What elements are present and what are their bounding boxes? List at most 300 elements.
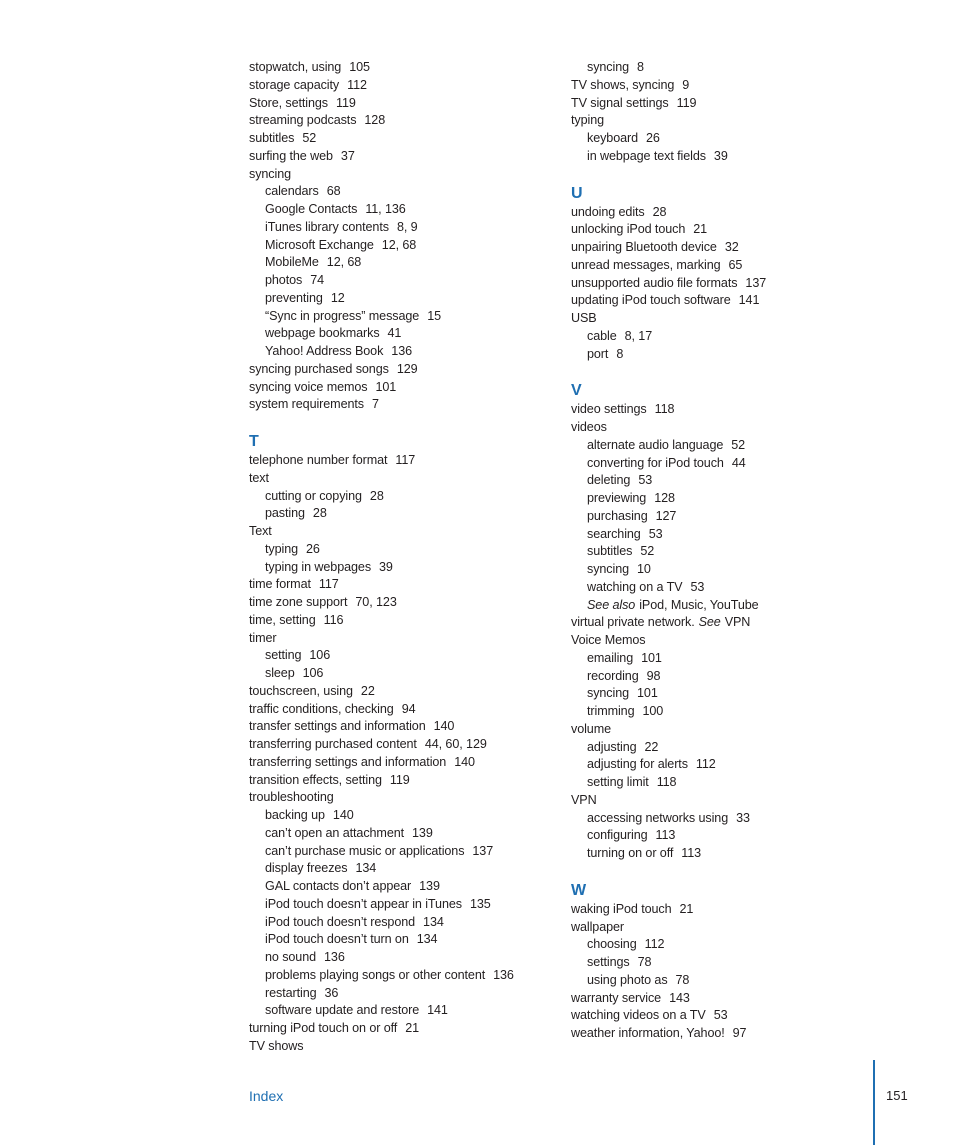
index-subentry — [571, 827, 891, 845]
index-term: USB — [571, 311, 597, 325]
index-term: searching — [587, 526, 641, 541]
page-reference: 118 — [656, 775, 677, 789]
index-term: setting — [265, 648, 302, 663]
page-reference: 112 — [347, 77, 367, 92]
index-term: unsupported audio file formats — [571, 275, 738, 290]
index-term: alternate audio language — [587, 437, 724, 452]
index-term: keyboard — [587, 131, 639, 145]
index-subentry — [571, 472, 891, 490]
page-reference: 7 — [371, 397, 379, 412]
index-term: purchasing — [587, 508, 648, 523]
index-entry — [571, 614, 891, 632]
index-letter-heading: U — [571, 184, 583, 202]
index-subentry — [571, 972, 891, 990]
index-entry — [571, 401, 891, 419]
index-subentry — [571, 148, 891, 166]
index-entry — [249, 576, 569, 594]
footer-rule — [873, 1060, 875, 1145]
index-subentry — [249, 201, 569, 219]
index-term: transferring settings and information — [249, 754, 447, 769]
index-column-left — [249, 59, 569, 1056]
index-entry — [249, 95, 569, 113]
index-term: troubleshooting — [249, 790, 334, 805]
index-entry — [249, 754, 569, 772]
page-number: 151 — [886, 1088, 908, 1103]
index-term: adjusting for alerts — [587, 757, 688, 772]
index-term: virtual private network. — [571, 615, 695, 630]
index-subentry — [571, 597, 891, 615]
page-reference: 53 — [638, 473, 653, 488]
index-subentry — [249, 272, 569, 290]
page-reference: 137 — [472, 843, 494, 858]
index-term: deleting — [587, 473, 631, 488]
index-subentry — [571, 130, 891, 148]
index-entry — [571, 632, 891, 650]
see-label: See — [698, 615, 721, 630]
page-reference: 118 — [654, 402, 675, 417]
index-entry — [249, 148, 569, 166]
index-subentry — [249, 807, 569, 825]
page-reference: 32 — [724, 240, 739, 254]
page-reference: 22 — [360, 683, 375, 698]
index-term: pasting — [265, 506, 305, 521]
index-term: setting limit — [587, 775, 649, 789]
index-term: surfing the web — [249, 148, 333, 163]
index-subentry — [249, 843, 569, 861]
index-entry — [249, 772, 569, 790]
index-term: backing up — [265, 808, 325, 822]
index-entry — [571, 77, 891, 95]
index-entry — [571, 112, 891, 130]
index-term: iPod, Music, YouTube — [639, 597, 759, 612]
index-term: syncing purchased songs — [249, 361, 389, 376]
index-subentry — [571, 703, 891, 721]
index-subentry — [571, 845, 891, 863]
index-term: GAL contacts don’t appear — [265, 879, 412, 893]
index-term: turning on or off — [587, 846, 674, 860]
index-term: syncing — [249, 166, 292, 181]
index-entry — [249, 1038, 569, 1056]
index-term: transferring purchased content — [249, 737, 417, 751]
index-term: touchscreen, using — [249, 683, 353, 698]
page-reference: 9 — [682, 77, 690, 92]
index-subentry — [571, 561, 891, 579]
page-reference: 39 — [379, 559, 393, 574]
index-subentry — [571, 756, 891, 774]
index-subentry — [571, 543, 891, 561]
index-term: previewing — [587, 491, 647, 505]
index-entry — [571, 419, 891, 437]
page-reference: 36 — [324, 985, 339, 1000]
index-term: weather information, Yahoo! — [571, 1026, 725, 1040]
page-reference: 129 — [396, 361, 418, 376]
page-reference: 21 — [405, 1021, 420, 1035]
index-term: iPod touch doesn’t respond — [265, 914, 416, 929]
index-letter-heading: V — [571, 382, 582, 400]
index-entry — [571, 239, 891, 257]
index-subentry — [249, 308, 569, 326]
index-term: waking iPod touch — [571, 901, 672, 916]
index-subentry — [249, 967, 569, 985]
index-term: using photo as — [587, 972, 668, 987]
index-term: transfer settings and information — [249, 719, 426, 734]
index-subentry — [249, 505, 569, 523]
index-entry — [249, 361, 569, 379]
index-term: Text — [249, 524, 272, 538]
index-subentry — [249, 488, 569, 506]
page-reference: 53 — [713, 1008, 728, 1023]
index-term: stopwatch, using — [249, 60, 342, 74]
index-term: in webpage text fields — [587, 148, 706, 163]
index-term: unpairing Bluetooth device — [571, 240, 717, 254]
page-reference: 100 — [642, 704, 664, 718]
index-term: Store, settings — [249, 95, 329, 110]
page-reference: 140 — [454, 754, 475, 769]
index-entry — [249, 452, 569, 470]
index-term: recording — [587, 668, 639, 683]
page-reference: 119 — [676, 95, 697, 110]
index-term: preventing — [265, 290, 323, 305]
index-entry — [571, 901, 891, 919]
page-reference: 28 — [652, 204, 667, 219]
index-entry — [249, 470, 569, 488]
index-subentry — [249, 949, 569, 967]
page-reference: 127 — [655, 508, 677, 523]
page-reference: 98 — [646, 668, 661, 683]
index-entry — [249, 523, 569, 541]
index-term: telephone number format — [249, 453, 388, 467]
index-entry — [249, 1020, 569, 1038]
index-subentry — [571, 526, 891, 544]
page-reference: 140 — [433, 719, 455, 734]
page-reference: 139 — [412, 825, 433, 840]
index-term: unread messages, marking — [571, 257, 721, 272]
index-term: Google Contacts — [265, 202, 358, 216]
page-reference: 74 — [310, 273, 325, 287]
index-subentry — [249, 931, 569, 949]
index-entry — [571, 310, 891, 328]
page-reference: 8 — [637, 60, 644, 74]
index-term: Voice Memos — [571, 633, 646, 647]
index-term: TV shows, syncing — [571, 77, 675, 92]
page-reference: 128 — [654, 491, 675, 505]
index-entry — [249, 683, 569, 701]
index-term: timer — [249, 630, 277, 645]
index-term: can’t open an attachment — [265, 825, 405, 840]
index-term: syncing — [587, 60, 630, 74]
index-entry — [249, 789, 569, 807]
index-entry — [571, 221, 891, 239]
page-reference: 101 — [375, 379, 397, 394]
index-term: configuring — [587, 828, 648, 843]
page-reference: 97 — [732, 1026, 747, 1040]
index-entry — [571, 919, 891, 937]
index-term: restarting — [265, 985, 317, 1000]
index-subentry — [249, 878, 569, 896]
index-term: time, setting — [249, 612, 316, 627]
index-entry — [571, 292, 891, 310]
index-subentry — [249, 914, 569, 932]
index-column-right — [571, 59, 891, 1043]
page-reference: 135 — [469, 896, 491, 911]
index-subentry — [249, 541, 569, 559]
page-reference: 78 — [637, 955, 652, 969]
index-subentry — [249, 290, 569, 308]
index-subentry — [571, 328, 891, 346]
see-target: VPN — [724, 615, 751, 630]
index-subentry — [571, 437, 891, 455]
index-term: subtitles — [249, 131, 295, 145]
page-reference: 21 — [679, 901, 694, 916]
page-reference: 8, 9 — [396, 219, 418, 234]
index-term: adjusting — [587, 739, 637, 754]
index-term: subtitles — [587, 544, 633, 559]
index-term: choosing — [587, 937, 637, 952]
page-reference: 113 — [681, 846, 702, 860]
page-reference: 101 — [641, 650, 662, 665]
index-term: syncing voice memos — [249, 379, 368, 394]
page-reference: 128 — [364, 113, 386, 128]
index-term: turning iPod touch on or off — [249, 1021, 398, 1035]
page-reference: 136 — [391, 344, 413, 358]
index-term: system requirements — [249, 397, 364, 412]
index-subentry — [571, 508, 891, 526]
index-entry — [249, 736, 569, 754]
index-subentry — [249, 183, 569, 201]
index-term: TV signal settings — [571, 95, 669, 110]
index-subentry — [249, 647, 569, 665]
index-subentry — [571, 579, 891, 597]
page-reference: 105 — [349, 60, 370, 74]
index-term: syncing — [587, 686, 630, 701]
index-term: settings — [587, 955, 630, 969]
page-reference: 12 — [330, 290, 345, 305]
page-reference: 143 — [669, 990, 690, 1005]
page-reference: 119 — [389, 772, 410, 787]
page-reference: 52 — [731, 437, 746, 452]
index-entry — [249, 166, 569, 184]
index-entry — [249, 701, 569, 719]
index-letter-heading: W — [571, 881, 587, 899]
page-reference: 119 — [336, 95, 356, 110]
page-reference: 116 — [323, 612, 344, 627]
index-term: can’t purchase music or applications — [265, 843, 465, 858]
page-reference: 78 — [675, 972, 690, 987]
index-term: warranty service — [571, 990, 662, 1005]
index-subentry — [249, 254, 569, 272]
footer-section-label: Index — [249, 1088, 284, 1104]
index-entry — [249, 594, 569, 612]
page-reference: 106 — [302, 666, 324, 680]
index-entry — [249, 630, 569, 648]
page-reference: 134 — [423, 914, 444, 929]
page-reference: 52 — [302, 131, 317, 145]
index-entry — [571, 257, 891, 275]
page-reference: 12, 68 — [381, 237, 417, 252]
index-entry — [571, 1007, 891, 1025]
page-reference: 10 — [637, 562, 651, 576]
page-reference: 113 — [655, 828, 676, 843]
index-term: problems playing songs or other content — [265, 967, 486, 982]
index-term: volume — [571, 721, 611, 736]
index-entry — [571, 275, 891, 293]
index-term: syncing — [587, 562, 630, 576]
index-entry — [249, 77, 569, 95]
index-term: iTunes library contents — [265, 219, 389, 234]
index-subentry — [249, 860, 569, 878]
index-term: port — [587, 346, 609, 361]
page-reference: 134 — [416, 932, 438, 947]
index-subentry — [249, 896, 569, 914]
index-term: sleep — [265, 666, 295, 680]
index-term: undoing edits — [571, 204, 645, 219]
page-reference: 94 — [401, 701, 416, 716]
page-reference: 141 — [427, 1003, 448, 1018]
index-term: updating iPod touch software — [571, 293, 731, 308]
index-subentry — [249, 1002, 569, 1020]
index-entry — [249, 718, 569, 736]
index-subentry — [249, 825, 569, 843]
index-term: time zone support — [249, 595, 348, 609]
index-term: typing in webpages — [265, 559, 372, 574]
index-entry — [571, 204, 891, 222]
page-reference: 70, 123 — [355, 595, 397, 609]
page-reference: 21 — [693, 222, 708, 237]
page-reference: 15 — [427, 308, 441, 323]
page-reference: 44, 60, 129 — [424, 737, 487, 751]
index-term: Microsoft Exchange — [265, 237, 374, 252]
index-term: iPod touch doesn’t turn on — [265, 932, 409, 947]
page-reference: 22 — [644, 739, 659, 754]
page-reference: 28 — [312, 506, 327, 521]
index-term: converting for iPod touch — [587, 455, 724, 470]
page-reference: 37 — [340, 148, 355, 163]
index-term: calendars — [265, 184, 319, 199]
index-entry — [249, 612, 569, 630]
page-reference: 39 — [713, 148, 728, 163]
index-term: TV shows — [249, 1038, 304, 1053]
index-term: transition effects, setting — [249, 772, 382, 787]
page-reference: 28 — [369, 488, 384, 503]
index-term: storage capacity — [249, 77, 340, 92]
page-reference: 141 — [738, 293, 760, 308]
index-subentry — [571, 810, 891, 828]
page-reference: 106 — [309, 648, 331, 663]
page-reference: 112 — [644, 937, 665, 952]
index-entry — [571, 990, 891, 1008]
index-term: text — [249, 470, 269, 485]
page-reference: 8, 17 — [624, 328, 653, 343]
page-reference: 52 — [640, 544, 655, 559]
page-reference: 12, 68 — [326, 255, 362, 270]
index-subentry — [571, 936, 891, 954]
index-term: cable — [587, 328, 617, 343]
page-reference: 136 — [324, 950, 345, 964]
index-subentry — [571, 650, 891, 668]
index-term: videos — [571, 420, 607, 434]
page-reference: 53 — [648, 526, 663, 541]
index-term: no sound — [265, 950, 317, 964]
page-reference: 117 — [318, 577, 339, 592]
index-entry — [249, 112, 569, 130]
page-reference: 41 — [387, 326, 402, 341]
index-term: trimming — [587, 704, 635, 718]
page-reference: 11, 136 — [365, 202, 406, 216]
index-subentry — [249, 559, 569, 577]
index-term: Yahoo! Address Book — [265, 344, 384, 358]
see-also-label: See also — [587, 597, 636, 612]
page-reference: 137 — [745, 275, 767, 290]
page-reference: 26 — [646, 131, 660, 145]
index-subentry — [249, 343, 569, 361]
index-entry — [249, 59, 569, 77]
index-subentry — [249, 219, 569, 237]
index-entry — [571, 721, 891, 739]
index-term: streaming podcasts — [249, 113, 357, 128]
page-reference: 53 — [690, 579, 705, 594]
index-term: watching videos on a TV — [571, 1008, 706, 1023]
index-term: traffic conditions, checking — [249, 701, 394, 716]
index-term: typing — [571, 113, 605, 128]
index-subentry — [571, 490, 891, 508]
index-subentry — [571, 685, 891, 703]
page-reference: 134 — [355, 861, 377, 876]
index-entry — [571, 95, 891, 113]
index-term: display freezes — [265, 861, 348, 876]
index-term: wallpaper — [571, 919, 625, 934]
index-term: emailing — [587, 650, 634, 665]
page-reference: 44 — [731, 455, 746, 470]
index-term: video settings — [571, 402, 647, 417]
index-entry — [249, 396, 569, 414]
page-reference: 33 — [736, 810, 750, 825]
index-subentry — [249, 237, 569, 255]
index-term: VPN — [571, 792, 597, 807]
page-reference: 140 — [332, 808, 354, 822]
index-subentry — [571, 668, 891, 686]
index-term: MobileMe — [265, 255, 319, 270]
index-term: unlocking iPod touch — [571, 222, 686, 237]
page-reference: 117 — [395, 453, 416, 467]
page-reference: 136 — [493, 967, 514, 982]
page-reference: 68 — [326, 184, 341, 199]
index-entry — [249, 130, 569, 148]
index-subentry — [571, 954, 891, 972]
index-entry — [249, 379, 569, 397]
index-subentry — [249, 985, 569, 1003]
index-term: software update and restore — [265, 1003, 420, 1018]
index-term: “Sync in progress” message — [265, 308, 420, 323]
index-subentry — [571, 455, 891, 473]
page-reference: 112 — [695, 757, 716, 772]
page-reference: 65 — [728, 257, 743, 272]
index-subentry — [249, 665, 569, 683]
index-subentry — [571, 739, 891, 757]
index-term: iPod touch doesn’t appear in iTunes — [265, 896, 462, 911]
index-subentry — [249, 325, 569, 343]
index-term: cutting or copying — [265, 488, 362, 503]
index-subentry — [571, 774, 891, 792]
page-reference: 26 — [306, 541, 320, 556]
index-term: typing — [265, 541, 299, 556]
index-subentry — [571, 59, 891, 77]
index-term: webpage bookmarks — [265, 326, 380, 341]
index-subentry — [571, 346, 891, 364]
index-term: time format — [249, 577, 311, 592]
index-entry — [571, 792, 891, 810]
index-term: accessing networks using — [587, 810, 729, 825]
index-letter-heading: T — [249, 433, 259, 450]
